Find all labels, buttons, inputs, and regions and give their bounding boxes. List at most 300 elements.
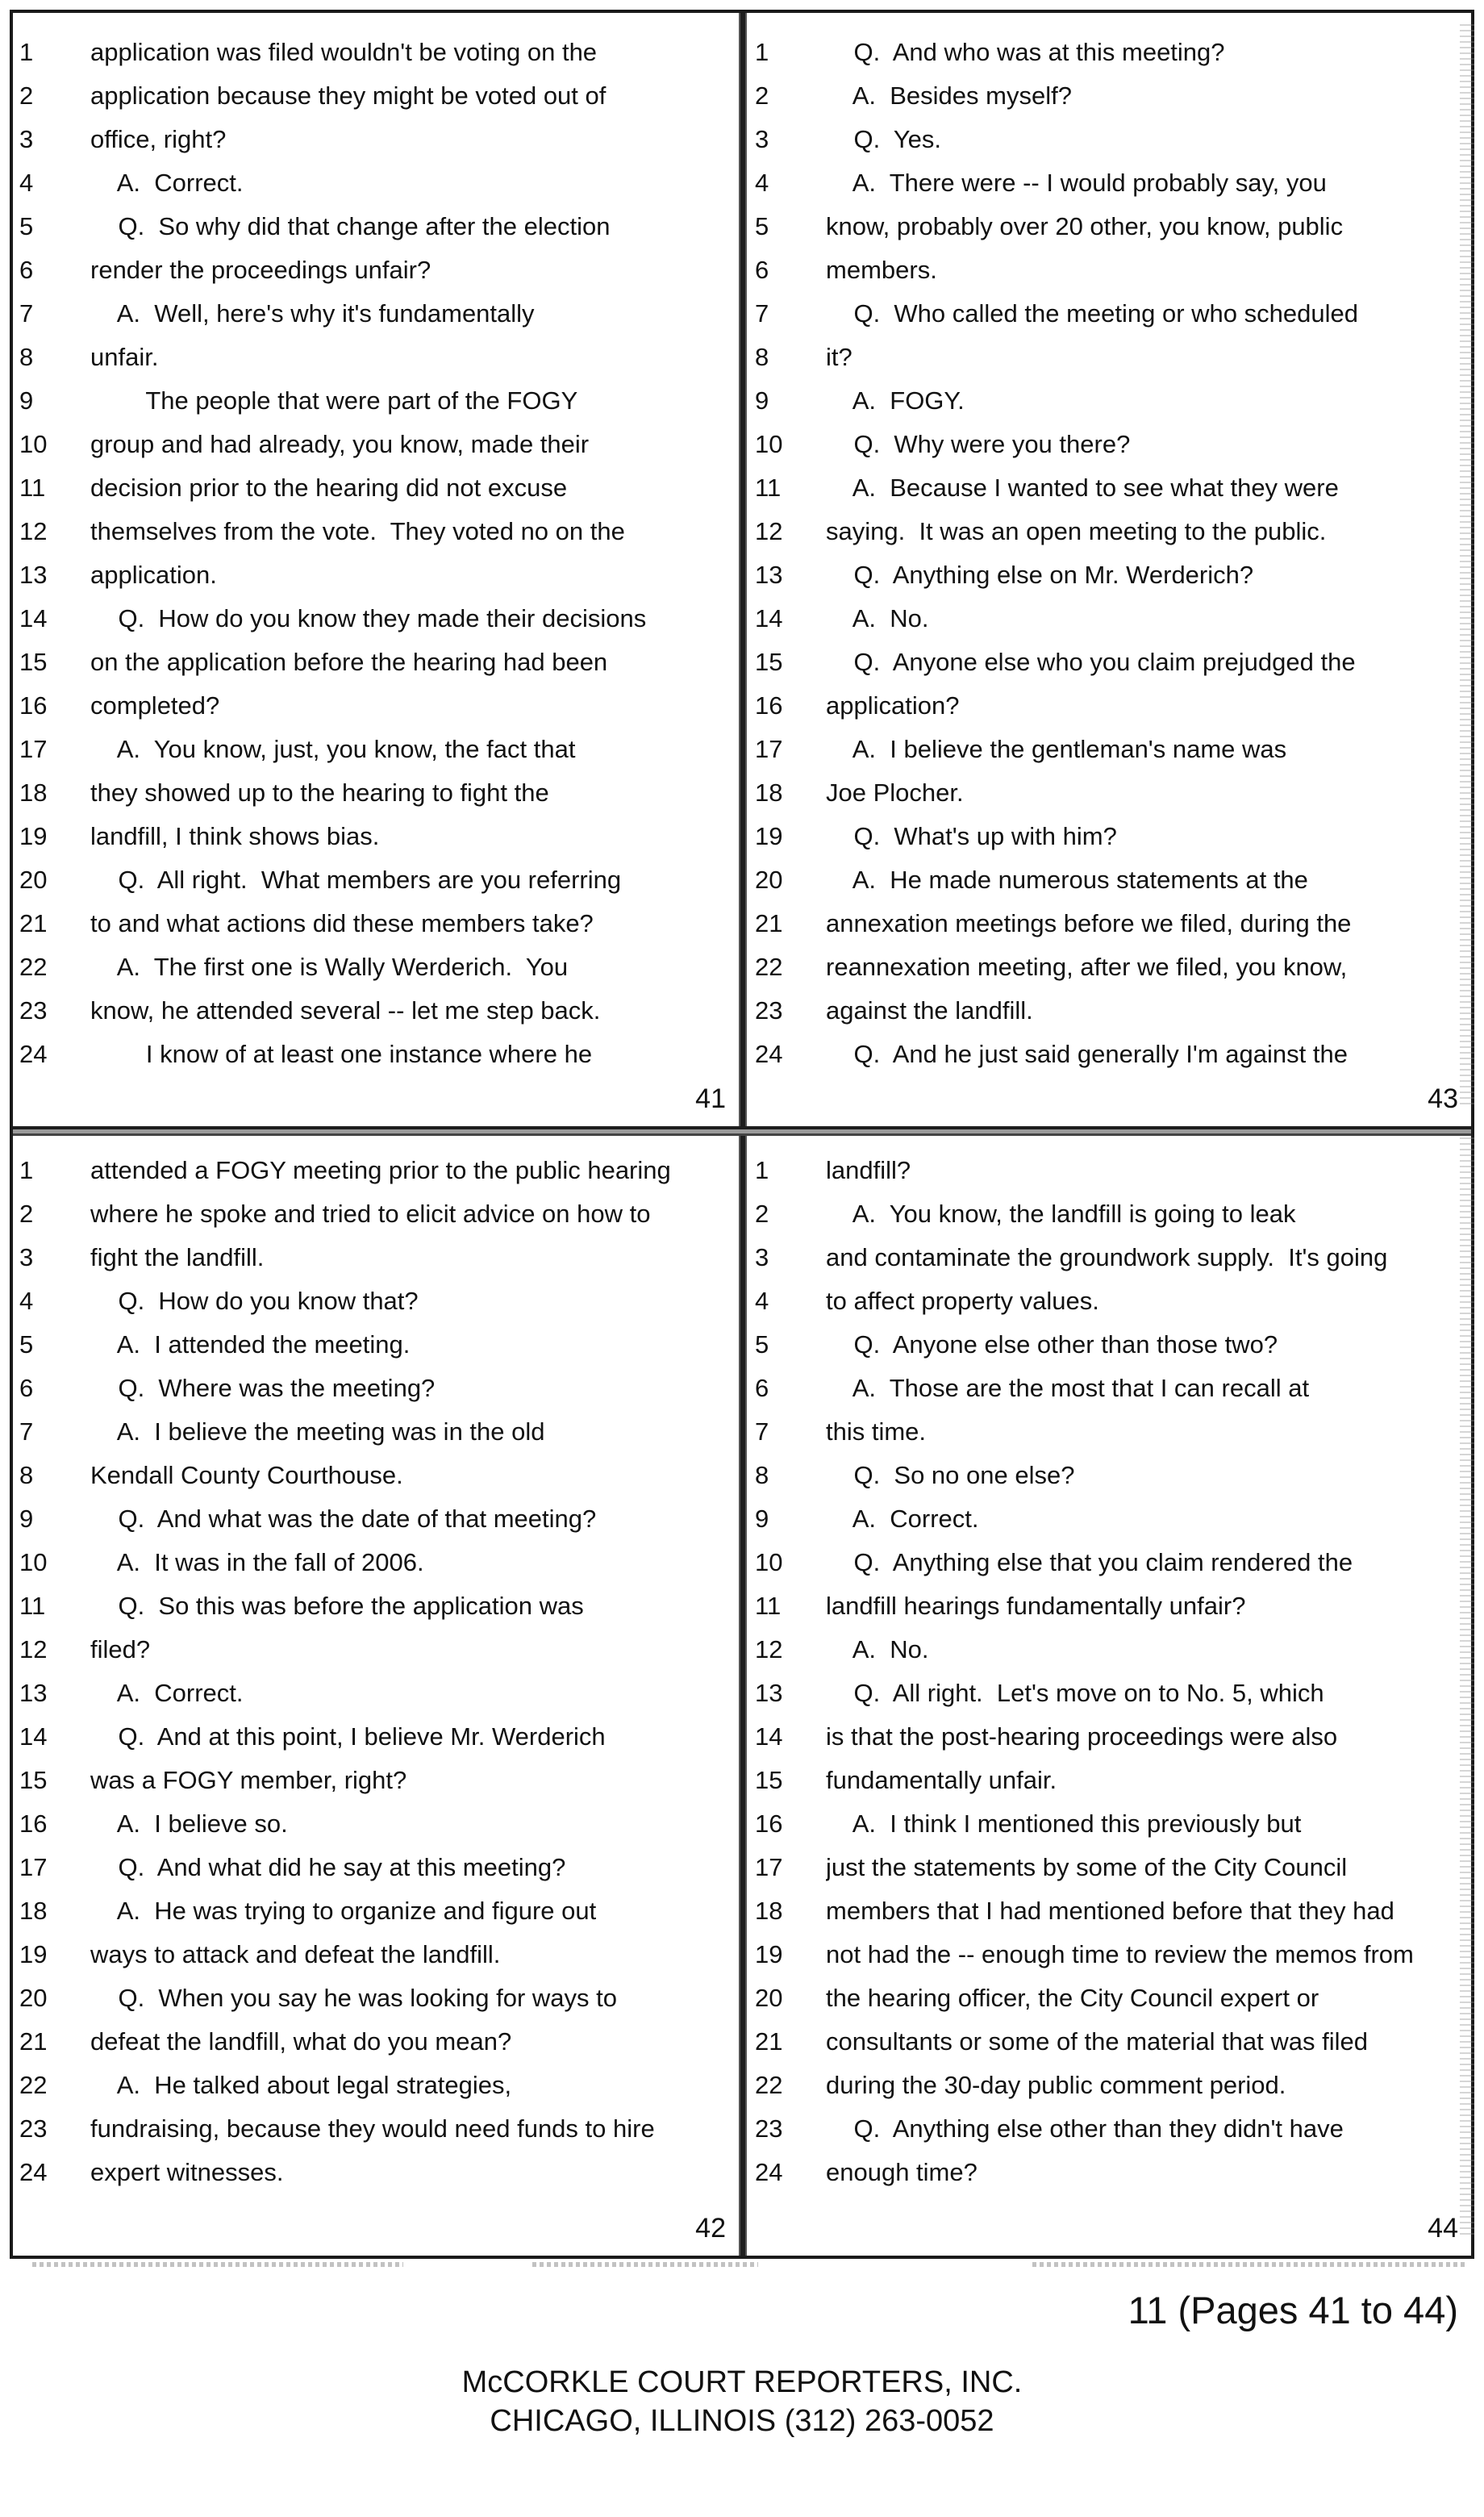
line-text: A. He talked about legal strategies, <box>90 2071 512 2099</box>
line-number: 22 <box>19 2071 48 2099</box>
line-number: 1 <box>19 38 34 66</box>
line-number: 2 <box>755 1200 769 1228</box>
transcript-line <box>747 1933 1471 1976</box>
line-number: 21 <box>19 909 48 937</box>
line-number: 1 <box>755 38 769 66</box>
transcript-line <box>747 1410 1471 1454</box>
line-text: office, right? <box>90 125 227 153</box>
line-text: expert witnesses. <box>90 2158 284 2186</box>
transcript-line <box>747 1454 1471 1497</box>
line-text: Q. So why did that change after the election <box>90 212 611 240</box>
line-text: fight the landfill. <box>90 1243 265 1271</box>
scan-artifact-bottom <box>1032 2262 1468 2267</box>
transcript-line <box>747 902 1471 945</box>
line-text: A. You know, just, you know, the fact that <box>90 735 576 763</box>
transcript-line <box>13 1410 739 1454</box>
transcript-line <box>747 728 1471 771</box>
line-text: consultants or some of the material that was filed <box>826 2027 1368 2056</box>
line-number: 2 <box>755 81 769 110</box>
scan-artifact-right <box>1460 24 1474 1105</box>
transcript-line <box>747 771 1471 815</box>
line-number: 5 <box>19 1330 34 1359</box>
line-text: landfill, I think shows bias. <box>90 822 380 850</box>
transcript-line <box>13 1236 739 1279</box>
line-number: 5 <box>755 212 769 240</box>
line-text: Q. All right. Let's move on to No. 5, which <box>826 1679 1324 1707</box>
line-text: A. Correct. <box>826 1505 979 1533</box>
line-text: on the application before the hearing had been <box>90 648 608 676</box>
line-number: 15 <box>19 648 48 676</box>
transcript-page-42 <box>13 1136 739 2256</box>
transcript-line <box>13 1846 739 1889</box>
line-number: 6 <box>755 1374 769 1402</box>
line-text: know, he attended several -- let me step back. <box>90 996 601 1025</box>
line-number: 21 <box>19 2027 48 2056</box>
line-text: to and what actions did these members take? <box>90 909 594 937</box>
transcript-line <box>13 1149 739 1192</box>
transcript-line <box>13 902 739 945</box>
line-text: Q. And he just said generally I'm against the <box>826 1040 1348 1068</box>
transcript-line <box>13 1715 739 1759</box>
transcript-page-43 <box>747 13 1471 1126</box>
transcript-line <box>13 379 739 423</box>
line-number: 9 <box>755 386 769 415</box>
line-number: 10 <box>19 1548 48 1576</box>
line-text: annexation meetings before we filed, during the <box>826 909 1352 937</box>
line-text: was a FOGY member, right? <box>90 1766 407 1794</box>
transcript-line <box>13 336 739 379</box>
line-text: A. Correct. <box>90 169 244 197</box>
scan-artifact-bottom <box>532 2262 758 2267</box>
transcript-line <box>13 1367 739 1410</box>
line-text: during the 30-day public comment period. <box>826 2071 1286 2099</box>
transcript-line <box>747 1541 1471 1584</box>
line-number: 19 <box>755 822 783 850</box>
line-text: A. No. <box>826 1635 929 1663</box>
line-number: 9 <box>19 386 34 415</box>
line-text: Q. Who called the meeting or who scheduled <box>826 299 1358 328</box>
transcript-line <box>747 1192 1471 1236</box>
transcript-line <box>747 2107 1471 2151</box>
line-number: 7 <box>19 299 34 328</box>
transcript-line <box>747 466 1471 510</box>
transcript-line <box>747 118 1471 161</box>
transcript-line <box>747 423 1471 466</box>
line-text: where he spoke and tried to elicit advice on how to <box>90 1200 651 1228</box>
line-text: Q. Anything else that you claim rendered the <box>826 1548 1353 1576</box>
line-number: 10 <box>755 430 783 458</box>
transcript-line <box>13 989 739 1033</box>
page-number: 43 <box>1428 1083 1458 1114</box>
line-number: 24 <box>755 1040 783 1068</box>
transcript-line <box>13 1192 739 1236</box>
line-number: 21 <box>755 909 783 937</box>
line-text: A. FOGY. <box>826 386 965 415</box>
line-number: 5 <box>755 1330 769 1359</box>
transcript-line <box>13 597 739 641</box>
transcript-line <box>747 989 1471 1033</box>
transcript-line <box>747 248 1471 292</box>
line-text: A. There were -- I would probably say, you <box>826 169 1327 197</box>
line-number: 18 <box>755 778 783 807</box>
line-text: A. It was in the fall of 2006. <box>90 1548 424 1576</box>
transcript-line <box>747 292 1471 336</box>
line-text: A. No. <box>826 604 929 632</box>
line-number: 10 <box>755 1548 783 1576</box>
transcript-line <box>13 2107 739 2151</box>
line-text: A. I think I mentioned this previously but <box>826 1809 1302 1838</box>
horizontal-divider <box>13 1126 1471 1136</box>
line-text: enough time? <box>826 2158 978 2186</box>
line-number: 20 <box>19 866 48 894</box>
line-text: this time. <box>826 1417 927 1446</box>
line-number: 13 <box>755 1679 783 1707</box>
line-number: 4 <box>19 1287 34 1315</box>
line-number: 1 <box>19 1156 34 1184</box>
transcript-line <box>747 684 1471 728</box>
transcript-line <box>13 161 739 205</box>
line-number: 12 <box>19 517 48 545</box>
line-number: 13 <box>755 561 783 589</box>
line-text: saying. It was an open meeting to the public. <box>826 517 1327 545</box>
line-text: it? <box>826 343 852 371</box>
line-number: 17 <box>755 735 783 763</box>
line-text: Q. And what did he say at this meeting? <box>90 1853 566 1881</box>
line-number: 7 <box>755 299 769 328</box>
line-number: 24 <box>755 2158 783 2186</box>
line-text: themselves from the vote. They voted no on the <box>90 517 625 545</box>
scan-artifact-bottom <box>32 2262 403 2267</box>
transcript-line <box>747 161 1471 205</box>
transcript-line <box>13 1033 739 1076</box>
transcript-line <box>747 858 1471 902</box>
line-text: I know of at least one instance where he <box>90 1040 593 1068</box>
line-number: 15 <box>19 1766 48 1794</box>
line-number: 4 <box>755 1287 769 1315</box>
line-number: 13 <box>19 561 48 589</box>
transcript-line <box>747 31 1471 74</box>
line-text: not had the -- enough time to review the memos from <box>826 1940 1414 1968</box>
line-number: 11 <box>19 1592 46 1620</box>
line-text: defeat the landfill, what do you mean? <box>90 2027 512 2056</box>
line-text: A. I believe the gentleman's name was <box>826 735 1287 763</box>
transcript-line <box>747 1149 1471 1192</box>
line-text: Joe Plocher. <box>826 778 964 807</box>
line-number: 15 <box>755 1766 783 1794</box>
transcript-line <box>747 1497 1471 1541</box>
line-number: 22 <box>19 953 48 981</box>
transcript-line <box>747 1628 1471 1672</box>
line-number: 19 <box>755 1940 783 1968</box>
page-range-label: 11 (Pages 41 to 44) <box>1128 2289 1458 2331</box>
transcript-line <box>747 815 1471 858</box>
line-text: render the proceedings unfair? <box>90 256 431 284</box>
transcript-line <box>747 2151 1471 2194</box>
transcript-line <box>13 1759 739 1802</box>
transcript-line <box>747 1236 1471 1279</box>
transcript-line <box>13 2064 739 2107</box>
line-number: 11 <box>19 474 46 502</box>
line-text: application because they might be voted out of <box>90 81 607 110</box>
line-number: 11 <box>755 1592 782 1620</box>
transcript-line <box>747 2064 1471 2107</box>
line-text: reannexation meeting, after we filed, you know, <box>826 953 1348 981</box>
line-text: members that I had mentioned before that they had <box>826 1897 1394 1925</box>
line-number: 18 <box>755 1897 783 1925</box>
line-number: 8 <box>755 343 769 371</box>
line-text: Q. Why were you there? <box>826 430 1131 458</box>
transcript-line <box>13 1976 739 2020</box>
line-text: Q. So no one else? <box>826 1461 1075 1489</box>
line-text: The people that were part of the FOGY <box>90 386 578 415</box>
transcript-line <box>13 1628 739 1672</box>
line-text: application? <box>826 691 960 720</box>
line-text: A. Correct. <box>90 1679 244 1707</box>
transcript-line <box>13 1802 739 1846</box>
line-text: Q. And at this point, I believe Mr. Werderich <box>90 1722 606 1751</box>
line-number: 24 <box>19 2158 48 2186</box>
line-number: 15 <box>755 648 783 676</box>
line-number: 5 <box>19 212 34 240</box>
line-number: 24 <box>19 1040 48 1068</box>
line-text: know, probably over 20 other, you know, public <box>826 212 1344 240</box>
transcript-line <box>747 510 1471 553</box>
transcript-line <box>13 1541 739 1584</box>
transcript-page-41 <box>13 13 739 1126</box>
line-number: 9 <box>755 1505 769 1533</box>
transcript-line <box>747 1802 1471 1846</box>
line-number: 3 <box>755 1243 769 1271</box>
line-number: 20 <box>755 866 783 894</box>
transcript-line <box>747 205 1471 248</box>
line-number: 14 <box>19 1722 48 1751</box>
line-number: 23 <box>755 996 783 1025</box>
line-text: to affect property values. <box>826 1287 1099 1315</box>
line-number: 22 <box>755 2071 783 2099</box>
line-number: 16 <box>755 1809 783 1838</box>
transcript-line <box>747 74 1471 118</box>
line-text: completed? <box>90 691 220 720</box>
transcript-line <box>747 1976 1471 2020</box>
line-text: A. I believe the meeting was in the old <box>90 1417 545 1446</box>
line-text: is that the post-hearing proceedings were also <box>826 1722 1338 1751</box>
transcript-line <box>13 728 739 771</box>
line-number: 8 <box>19 343 34 371</box>
line-number: 10 <box>19 430 48 458</box>
transcript-line <box>747 641 1471 684</box>
line-text: Q. Anyone else who you claim prejudged the <box>826 648 1356 676</box>
line-text: fundraising, because they would need funds to hire <box>90 2114 655 2143</box>
line-text: application. <box>90 561 217 589</box>
transcript-line <box>13 771 739 815</box>
transcript-line <box>13 1454 739 1497</box>
line-number: 23 <box>19 2114 48 2143</box>
transcript-line <box>13 2020 739 2064</box>
transcript-line <box>13 858 739 902</box>
transcript-line <box>747 2020 1471 2064</box>
line-number: 7 <box>19 1417 34 1446</box>
transcript-line <box>13 1497 739 1541</box>
line-number: 14 <box>755 1722 783 1751</box>
transcript-line <box>13 684 739 728</box>
line-text: Kendall County Courthouse. <box>90 1461 403 1489</box>
line-number: 20 <box>755 1984 783 2012</box>
transcript-line <box>13 1933 739 1976</box>
line-text: Q. Anything else on Mr. Werderich? <box>826 561 1254 589</box>
line-text: Q. When you say he was looking for ways to <box>90 1984 618 2012</box>
line-text: Q. So this was before the application was <box>90 1592 584 1620</box>
line-number: 22 <box>755 953 783 981</box>
line-number: 12 <box>19 1635 48 1663</box>
line-text: Q. What's up with him? <box>826 822 1117 850</box>
transcript-line <box>13 423 739 466</box>
transcript-line <box>747 336 1471 379</box>
line-text: A. You know, the landfill is going to leak <box>826 1200 1296 1228</box>
transcript-line <box>747 1323 1471 1367</box>
line-number: 3 <box>755 125 769 153</box>
transcript-line <box>13 118 739 161</box>
transcript-line <box>747 1672 1471 1715</box>
line-number: 17 <box>19 735 48 763</box>
line-text: A. Well, here's why it's fundamentally <box>90 299 535 328</box>
line-number: 12 <box>755 517 783 545</box>
line-number: 18 <box>19 778 48 807</box>
transcript-line <box>13 2151 739 2194</box>
line-number: 19 <box>19 822 48 850</box>
page-number: 41 <box>695 1083 726 1114</box>
transcript-line <box>747 1367 1471 1410</box>
line-number: 12 <box>755 1635 783 1663</box>
transcript-line <box>13 248 739 292</box>
line-number: 8 <box>755 1461 769 1489</box>
transcript-line <box>13 205 739 248</box>
line-number: 19 <box>19 1940 48 1968</box>
line-text: Q. All right. What members are you referring <box>90 866 622 894</box>
transcript-line <box>747 1715 1471 1759</box>
line-number: 20 <box>19 1984 48 2012</box>
transcript-line <box>747 1759 1471 1802</box>
line-text: against the landfill. <box>826 996 1033 1025</box>
transcript-line <box>13 466 739 510</box>
line-number: 8 <box>19 1461 34 1489</box>
line-number: 14 <box>19 604 48 632</box>
transcript-line <box>13 553 739 597</box>
line-number: 17 <box>19 1853 48 1881</box>
transcript-line <box>13 1672 739 1715</box>
transcript-line <box>13 1889 739 1933</box>
transcript-line <box>747 597 1471 641</box>
line-text: A. He was trying to organize and figure out <box>90 1897 597 1925</box>
line-text: members. <box>826 256 937 284</box>
line-number: 13 <box>19 1679 48 1707</box>
transcript-page-44 <box>747 1136 1471 2256</box>
page-number: 42 <box>695 2213 726 2244</box>
transcript-line <box>13 1279 739 1323</box>
line-text: Q. Where was the meeting? <box>90 1374 436 1402</box>
transcript-line <box>747 945 1471 989</box>
line-text: A. Those are the most that I can recall at <box>826 1374 1310 1402</box>
line-number: 4 <box>755 169 769 197</box>
line-text: A. Besides myself? <box>826 81 1072 110</box>
line-number: 16 <box>755 691 783 720</box>
transcript-line <box>13 510 739 553</box>
line-text: landfill hearings fundamentally unfair? <box>826 1592 1246 1620</box>
line-number: 11 <box>755 474 782 502</box>
line-text: Q. Anyone else other than those two? <box>826 1330 1278 1359</box>
transcript-line <box>13 1323 739 1367</box>
line-number: 18 <box>19 1897 48 1925</box>
line-text: the hearing officer, the City Council expert or <box>826 1984 1319 2012</box>
reporter-location: CHICAGO, ILLINOIS (312) 263-0052 <box>490 2404 994 2438</box>
line-text: A. I believe so. <box>90 1809 288 1838</box>
transcript-line <box>13 74 739 118</box>
line-text: A. Because I wanted to see what they were <box>826 474 1339 502</box>
line-text: unfair. <box>90 343 159 371</box>
line-text: attended a FOGY meeting prior to the public hearing <box>90 1156 671 1184</box>
line-number: 23 <box>755 2114 783 2143</box>
transcript-line <box>13 292 739 336</box>
line-text: Q. Anything else other than they didn't have <box>826 2114 1344 2143</box>
line-text: application was filed wouldn't be voting on the <box>90 38 598 66</box>
line-number: 9 <box>19 1505 34 1533</box>
line-number: 6 <box>755 256 769 284</box>
line-text: fundamentally unfair. <box>826 1766 1057 1794</box>
line-text: Q. How do you know they made their decisions <box>90 604 647 632</box>
line-number: 2 <box>19 81 34 110</box>
line-number: 1 <box>755 1156 769 1184</box>
line-number: 23 <box>19 996 48 1025</box>
scan-artifact-right <box>1460 1137 1474 2235</box>
transcript-line <box>13 1584 739 1628</box>
transcript-line <box>13 31 739 74</box>
line-number: 14 <box>755 604 783 632</box>
transcript-line <box>747 1889 1471 1933</box>
line-text: and contaminate the groundwork supply. It's going <box>826 1243 1388 1271</box>
line-text: A. He made numerous statements at the <box>826 866 1308 894</box>
line-text: just the statements by some of the City Council <box>826 1853 1348 1881</box>
line-text: Q. And who was at this meeting? <box>826 38 1225 66</box>
line-text: A. I attended the meeting. <box>90 1330 411 1359</box>
transcript-line <box>747 379 1471 423</box>
line-number: 16 <box>19 691 48 720</box>
line-text: filed? <box>90 1635 151 1663</box>
line-text: group and had already, you know, made their <box>90 430 590 458</box>
transcript-line <box>747 1584 1471 1628</box>
line-text: landfill? <box>826 1156 911 1184</box>
page-number: 44 <box>1428 2213 1458 2244</box>
line-text: ways to attack and defeat the landfill. <box>90 1940 501 1968</box>
reporter-name: McCORKLE COURT REPORTERS, INC. <box>461 2365 1023 2399</box>
transcript-line <box>13 641 739 684</box>
transcript-sheet <box>10 10 1474 2259</box>
line-number: 6 <box>19 1374 34 1402</box>
line-text: decision prior to the hearing did not excuse <box>90 474 568 502</box>
line-text: Q. Yes. <box>826 125 942 153</box>
line-number: 21 <box>755 2027 783 2056</box>
line-number: 16 <box>19 1809 48 1838</box>
line-text: Q. And what was the date of that meeting? <box>90 1505 597 1533</box>
line-text: they showed up to the hearing to fight the <box>90 778 549 807</box>
transcript-line <box>747 1033 1471 1076</box>
line-number: 3 <box>19 125 34 153</box>
transcript-line <box>747 553 1471 597</box>
line-number: 4 <box>19 169 34 197</box>
line-text: A. The first one is Wally Werderich. You <box>90 953 569 981</box>
transcript-line <box>747 1279 1471 1323</box>
transcript-line <box>13 815 739 858</box>
transcript-line <box>747 1846 1471 1889</box>
line-number: 7 <box>755 1417 769 1446</box>
